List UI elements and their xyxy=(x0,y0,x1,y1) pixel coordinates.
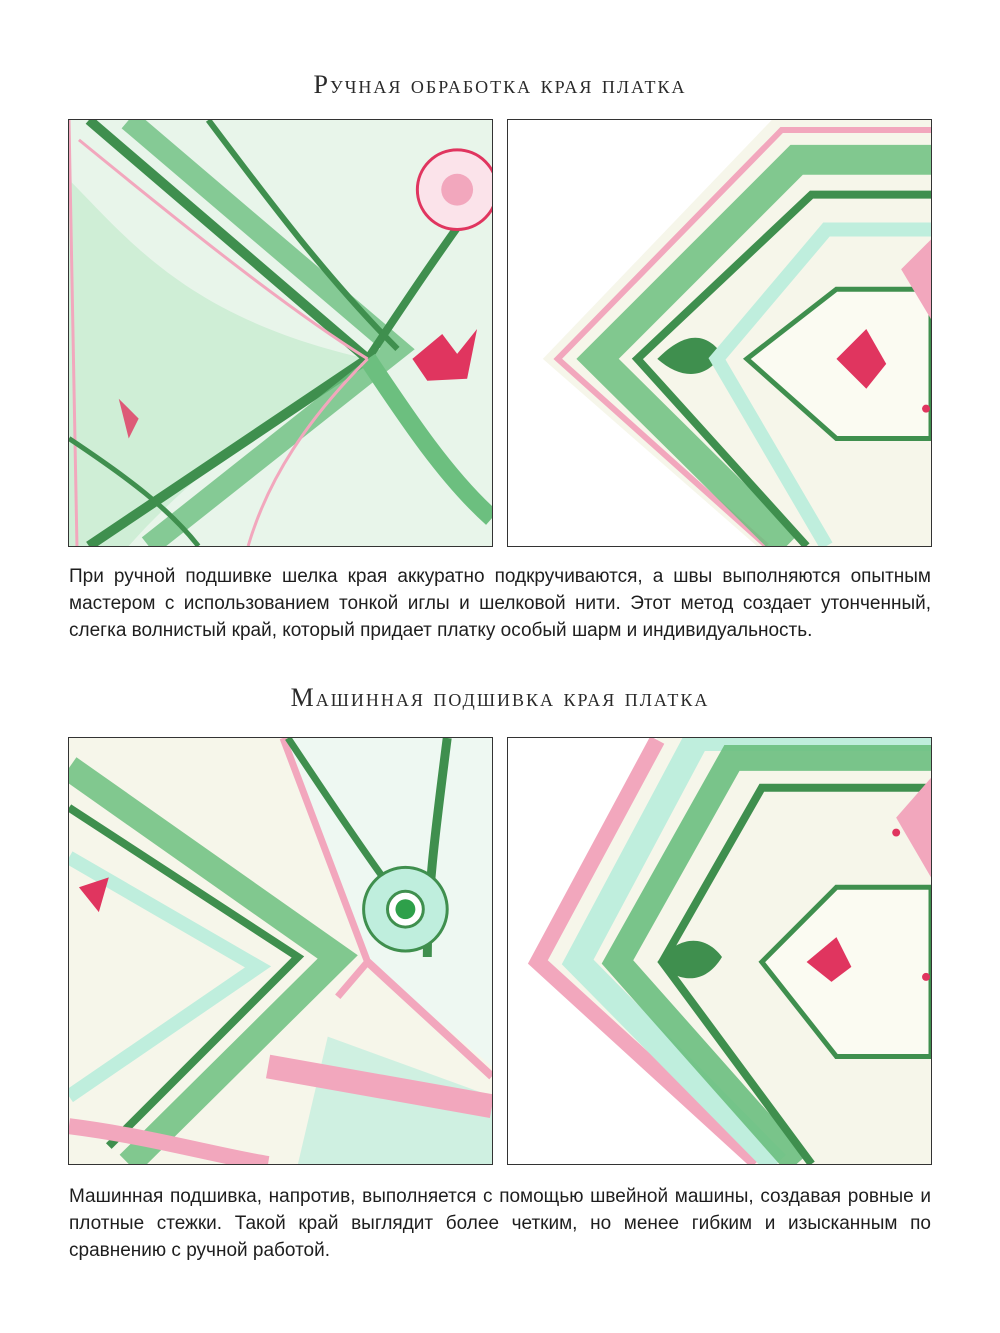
hand-hem-photo-folded xyxy=(68,119,493,547)
machine-hem-title: Машинная подшивка края платка xyxy=(290,683,710,712)
hand-hem-description: При ручной подшивке шелка края аккуратно подкручиваются, а швы выполняются опытным мастером с использованием тонкой иглы и шелковой нити. Этот метод создает утонченный, слегка волнистый край, который придает платку особый шарм и индивидуальность. xyxy=(69,566,931,641)
machine-hem-description: Машинная подшивка, напротив, выполняется с помощью швейной машины, создавая ровные и плотные стежки. Такой край выглядит более четким, но менее гибким и изысканным по сравнению с ручной работой. xyxy=(69,1186,931,1261)
machine-hem-photo-corner xyxy=(507,737,932,1165)
hand-hem-title: Ручная обработка края платка xyxy=(313,70,687,99)
hand-hem-photo-corner xyxy=(507,119,932,547)
machine-hem-photo-folded xyxy=(68,737,493,1165)
